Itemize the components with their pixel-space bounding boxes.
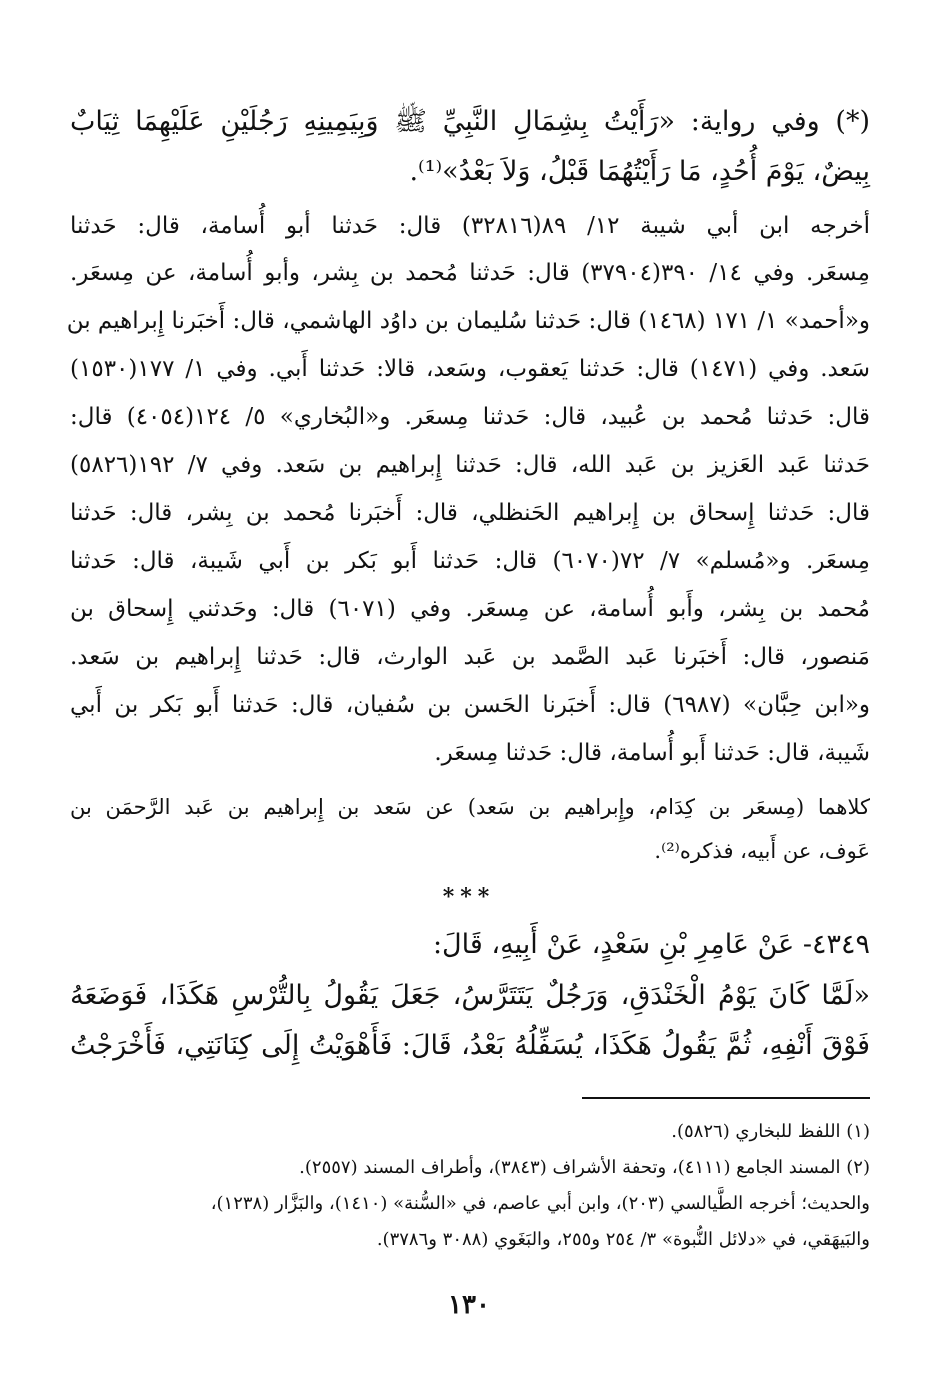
takhrij-line: مِسعَر. و«مُسلم» ٧/ ٧٢(٦٠٧٠) قال: حَدثنا أَبو بَكر بن أَبي شَيبة، قال: حَدثنا [70,548,870,574]
takhrij-line: قال: حَدثنا مُحمد بن عُبيد، قال: حَدثنا مِسعَر. و«البُخاري» ٥/ ١٢٤(٤٠٥٤) قال: [70,404,870,430]
takhrij-line: شَيبة، قال: حَدثنا أَبو أُسامة، قال: حَدثنا مِسعَر. [434,740,870,766]
takhrij-line: حَدثنا عَبد العَزيز بن عَبد الله، قال: حَدثنا إِبراهيم بن سَعد. وفي ٧/ ١٩٢(٥٨٢٦) [70,452,871,478]
footnote-divider [582,1097,870,1099]
section-separator: *** [442,884,496,910]
hadith-variant-line: بِيضٌ، يَوْمَ أُحُدٍ، مَا رَأَيْتُهُمَا قَبْلُ، وَلاَ بَعْدُ»⁽¹⁾. [409,156,870,187]
takhrij-line: سَعد. وفي (١٤٧١) قال: حَدثنا يَعقوب، وسَعد، قالا: حَدثنا أَبي. وفي ١/ ١٧٧(١٥٣٠) [70,356,870,382]
hadith-variant-line: (*) وفي رواية: «رَأَيْتُ بِشِمَالِ النَّبِيِّ ﷺ وَبِيَمِينِهِ رَجُلَيْنِ عَلَيْهِمَا ثِيَابٌ [70,106,870,137]
takhrij-line: و«أحمد» ١/ ١٧١ (١٤٦٨) قال: حَدثنا سُليمان بن داوُد الهاشمي، قال: أَخبَرنا إِبراهيم بن [66,308,870,334]
footnote-line: والحديث؛ أخرجه الطَّيالسي (٢٠٣)، وابن أبي عاصم، في «السُّنة» (١٤١٠)، والبَزَّار (١٢٣٨)، [210,1193,870,1214]
hadith-heading: ٤٣٤٩- عَنْ عَامِرِ بْنِ سَعْدٍ، عَنْ أَبِيهِ، قَالَ: [432,929,870,960]
takhrij-summary-line: كلاهما (مِسعَر بن كِدَام، وإِبراهيم بن سَعد) عن سَعد بن إِبراهيم بن عَبد الرَّحمَن بن [70,795,870,819]
hadith-text-line: فَوْقَ أَنْفِهِ، ثُمَّ يَقُولُ هَكَذَا، يُسَفِّلُهُ بَعْدُ، قَالَ: فَأَهْوَيْتُ إِلَى كِنَانَتِي، فَأَخْرَجْتُ [70,1030,870,1061]
takhrij-line: مُحمد بن بِشر، وأَبو أُسامة، عن مِسعَر. وفي (٦٠٧١) قال: وحَدثني إِسحاق بن [70,596,870,622]
takhrij-line: قال: حَدثنا إِسحاق بن إِبراهيم الحَنظلي، قال: أَخبَرنا مُحمد بن بِشر، قال: حَدثنا [70,500,870,526]
takhrij-line: و«ابن حِبَّان» (٦٩٨٧) قال: أَخبَرنا الحَسن بن سُفيان، قال: حَدثنا أَبو بَكر بن أَبي [70,692,871,718]
takhrij-line: أخرجه ابن أبي شيبة ١٢/ ٨٩(٣٢٨١٦) قال: حَدثنا أبو أُسامة، قال: حَدثنا [70,213,870,239]
footnote-line: (١) اللفظ للبخاري (٥٨٢٦). [671,1121,870,1142]
takhrij-line: مَنصور، قال: أَخبَرنا عَبد الصَّمد بن عَبد الوارث، قال: حَدثنا إِبراهيم بن سَعد. [70,644,870,670]
page-number: ١٣٠ [448,1290,490,1320]
footnote-line: والبَيهَقي، في «دلائل النُّبوة» ٣/ ٢٥٤ و٢٥٥، والبَغَوي (٣٠٨٨ و٣٧٨٦). [376,1229,870,1250]
takhrij-summary-line: عَوف، عن أَبيه، فذكره⁽²⁾. [654,839,870,863]
takhrij-line: مِسعَر. وفي ١٤/ ٣٩٠(٣٧٩٠٤) قال: حَدثنا مُحمد بن بِشر، وأبو أُسامة، عن مِسعَر. [70,260,870,286]
hadith-text-line: «لَمَّا كَانَ يَوْمُ الْخَنْدَقِ، وَرَجُلٌ يَتَتَرَّسُ، جَعَلَ يَقُولُ بِالتُّرْسِ هَكَذَا، فَوَضَعَهُ [70,980,870,1011]
footnote-line: (٢) المسند الجامع (٤١١١)، وتحفة الأشراف (٣٨٤٣)، وأطراف المسند (٢٥٥٧). [299,1157,870,1178]
